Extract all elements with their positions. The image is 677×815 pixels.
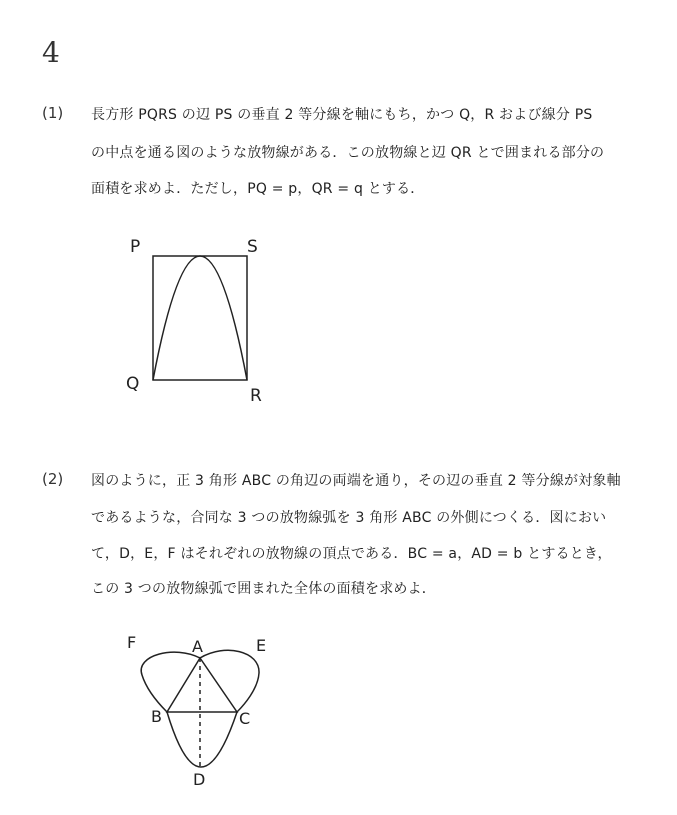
question-2-label: (2) <box>42 470 64 488</box>
label-q: Q <box>126 374 140 394</box>
question-2-line-2: であるような，合同な 3 つの放物線弧を 3 角形 ABC の外側につくる．図におい <box>91 510 607 526</box>
triangle-abc <box>167 658 237 712</box>
question-2-line-3: て，D，E，F はそれぞれの放物線の頂点である．BC = a，AD = b とするとき， <box>91 546 612 562</box>
question-1-label: (1) <box>42 104 64 122</box>
parabola-arc-ab <box>141 652 200 712</box>
question-1-line-3: 面積を求めよ．ただし，PQ = p，QR = q とする． <box>91 181 425 197</box>
label-r: R <box>250 386 262 406</box>
label-a: A <box>192 637 203 656</box>
label-d: D <box>193 770 206 789</box>
label-e: E <box>256 636 267 655</box>
label-p: P <box>130 237 141 257</box>
label-b: B <box>151 707 162 726</box>
label-s: S <box>247 237 258 257</box>
problem-number: 4 <box>42 36 60 69</box>
question-1-line-2: の中点を通る図のような放物線がある．この放物線と辺 QR とで囲まれる部分の <box>91 145 605 161</box>
parabola-curve <box>153 256 247 380</box>
question-1-line-1: 長方形 PQRS の辺 PS の垂直 2 等分線を軸にもち，かつ Q，R および線分 PS <box>91 107 593 123</box>
parabola-arc-bc <box>167 712 237 767</box>
label-f: F <box>127 633 137 652</box>
question-2-line-4: この 3 つの放物線弧で囲まれた全体の面積を求めよ． <box>91 581 437 597</box>
parabola-arc-ac <box>200 650 259 712</box>
triangle-parabolas-figure <box>120 625 290 795</box>
label-c: C <box>239 709 251 728</box>
question-2-line-1: 図のように，正 3 角形 ABC の角辺の両端を通り，その辺の垂直 2 等分線が対象軸 <box>91 473 621 489</box>
rectangle-parabola-figure <box>110 225 290 410</box>
